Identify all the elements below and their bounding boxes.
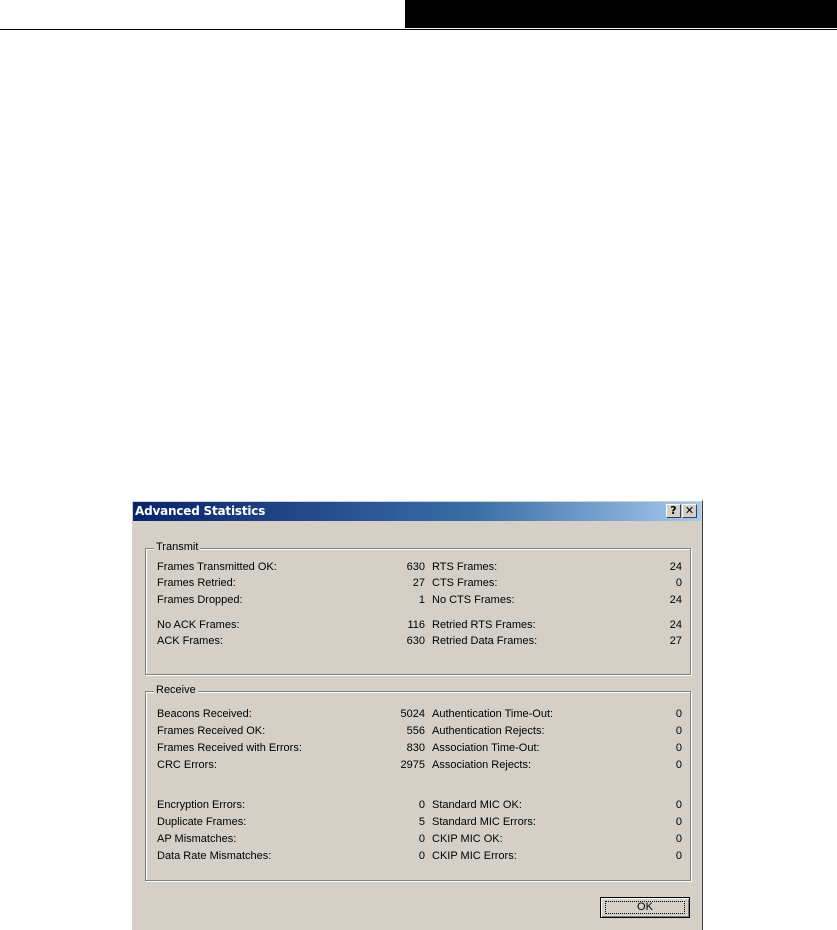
stat-row: [432, 799, 694, 813]
stat-value: 0: [418, 833, 425, 845]
stat-row: [432, 619, 694, 633]
stat-label: Encryption Errors:: [157, 799, 246, 811]
stat-label: CTS Frames:: [432, 577, 498, 589]
stat-value: 2975: [400, 759, 425, 771]
stat-value: 24: [669, 561, 682, 573]
focus-rect: [605, 901, 685, 914]
stat-value: 0: [675, 816, 682, 828]
stat-row: [157, 833, 425, 847]
stat-label: Frames Received with Errors:: [157, 742, 302, 754]
stat-value: 0: [675, 725, 682, 737]
dialog-titlebar[interactable]: [133, 502, 701, 521]
stat-row: [157, 561, 425, 575]
stat-value: 556: [406, 725, 425, 737]
stat-value: 630: [406, 635, 425, 647]
stat-label: Retried RTS Frames:: [432, 619, 536, 631]
stat-row: [432, 850, 694, 864]
stat-row: [157, 799, 425, 813]
stat-row: [432, 759, 694, 773]
stat-label: Authentication Rejects:: [432, 725, 545, 737]
stat-row: [157, 742, 425, 756]
stat-label: AP Mismatches:: [157, 833, 237, 845]
stat-row: [432, 742, 694, 756]
stat-value: 0: [418, 850, 425, 862]
stat-value: 27: [669, 635, 682, 647]
stat-row: [157, 850, 425, 864]
ok-button[interactable]: [600, 897, 690, 918]
stat-value: 5: [418, 816, 425, 828]
stat-row: [157, 577, 425, 591]
stat-value: 830: [406, 742, 425, 754]
stat-label: CKIP MIC OK:: [432, 833, 503, 845]
stat-row: [432, 708, 694, 722]
stat-value: 630: [406, 561, 425, 573]
stat-label: ACK Frames:: [157, 635, 224, 647]
ok-label: OK: [637, 901, 653, 913]
stat-row: [432, 594, 694, 608]
stat-value: 0: [418, 799, 425, 811]
stat-row: [157, 635, 425, 649]
stat-row: [157, 594, 425, 608]
stat-value: 0: [675, 850, 682, 862]
stat-value: 1: [418, 594, 425, 606]
stat-label: Beacons Received:: [157, 708, 252, 720]
stat-value: 24: [669, 619, 682, 631]
stat-label: Authentication Time-Out:: [432, 708, 554, 720]
stat-label: No CTS Frames:: [432, 594, 515, 606]
receive-group: [145, 684, 691, 881]
stat-label: CRC Errors:: [157, 759, 217, 771]
stat-label: Frames Dropped:: [157, 594, 243, 606]
close-button[interactable]: [682, 504, 697, 518]
stat-row: [432, 577, 694, 591]
stat-row: [432, 816, 694, 830]
receive-legend: Receive: [156, 684, 196, 696]
stat-label: Frames Received OK:: [157, 725, 266, 737]
stat-label: Retried Data Frames:: [432, 635, 538, 647]
stat-value: 0: [675, 577, 682, 589]
stat-row: [157, 619, 425, 633]
advanced-statistics-dialog: [131, 500, 703, 930]
stat-value: 0: [675, 759, 682, 771]
stat-label: Standard MIC OK:: [432, 799, 522, 811]
stat-value: 5024: [400, 708, 425, 720]
stat-label: Duplicate Frames:: [157, 816, 247, 828]
stat-row: [432, 833, 694, 847]
stat-label: CKIP MIC Errors:: [432, 850, 517, 862]
stat-value: 0: [675, 833, 682, 845]
dialog-title: Advanced Statistics: [135, 504, 266, 518]
header-bar: [405, 0, 837, 28]
stat-row: [157, 759, 425, 773]
stat-label: RTS Frames:: [432, 561, 498, 573]
stat-label: Association Rejects:: [432, 759, 532, 771]
header-rule: [0, 29, 837, 30]
stat-row: [157, 708, 425, 722]
stat-label: Association Time-Out:: [432, 742, 540, 754]
stat-value: 0: [675, 799, 682, 811]
stat-value: 0: [675, 742, 682, 754]
stat-label: Standard MIC Errors:: [432, 816, 536, 828]
stat-value: 116: [407, 619, 425, 631]
stat-row: [157, 816, 425, 830]
stat-row: [157, 725, 425, 739]
stat-value: 24: [669, 594, 682, 606]
stat-value: 27: [412, 577, 425, 589]
stat-row: [432, 635, 694, 649]
stat-label: Data Rate Mismatches:: [157, 850, 272, 862]
close-icon: ✕: [684, 504, 695, 517]
stat-row: [432, 725, 694, 739]
transmit-group: [145, 541, 691, 675]
stat-row: [432, 561, 694, 575]
stat-value: 0: [675, 708, 682, 720]
stat-label: Frames Retried:: [157, 577, 236, 589]
stat-label: Frames Transmitted OK:: [157, 561, 277, 573]
help-button[interactable]: [666, 504, 681, 518]
transmit-legend: Transmit: [156, 541, 199, 553]
stat-label: No ACK Frames:: [157, 619, 240, 631]
help-icon: ?: [670, 504, 677, 517]
